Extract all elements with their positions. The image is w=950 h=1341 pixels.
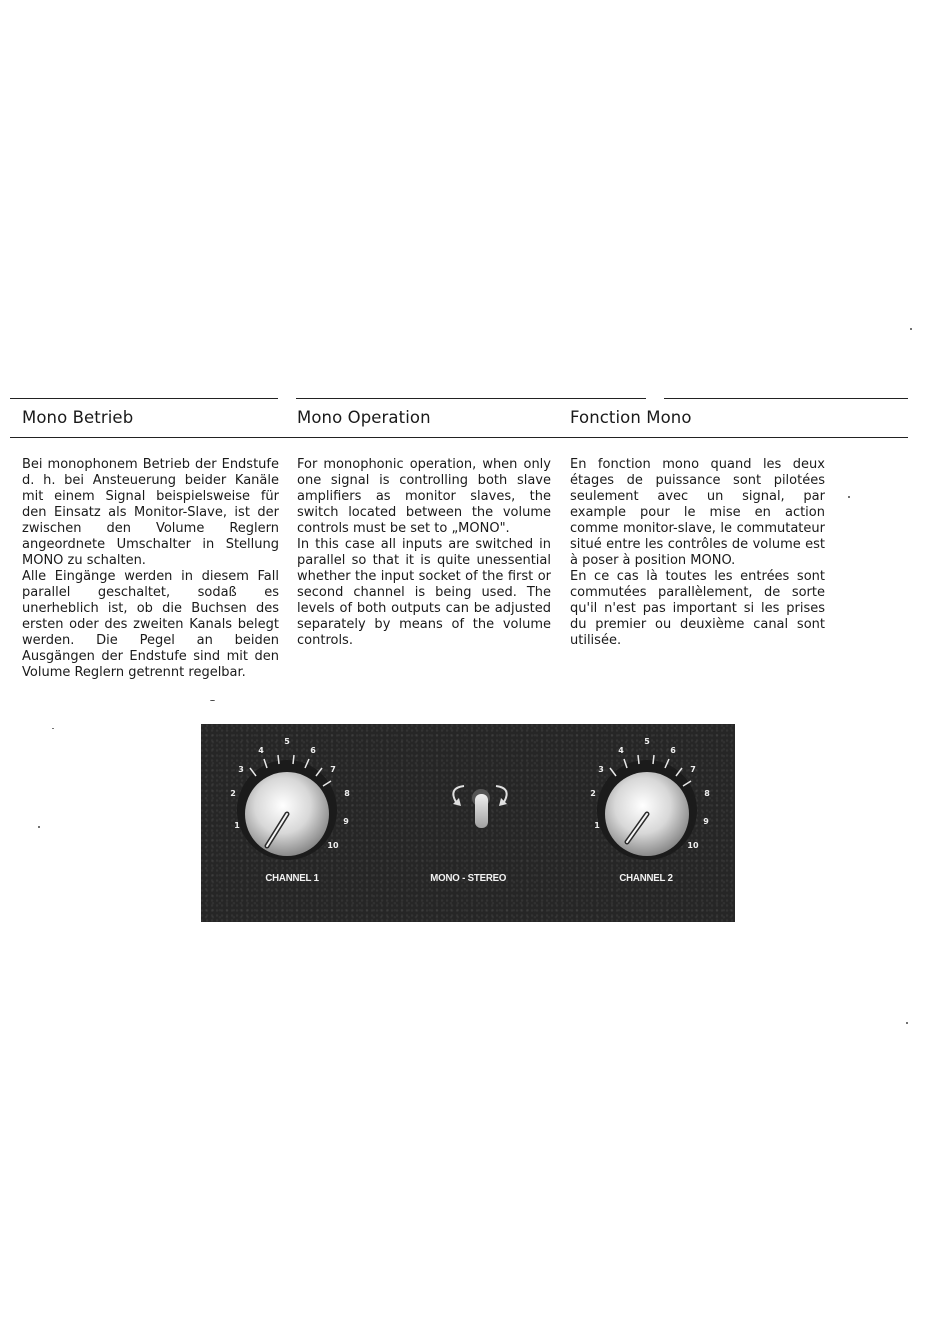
dial-number: 6: [310, 746, 316, 755]
heading-french: Fonction Mono: [570, 408, 692, 427]
dial-number: 10: [687, 841, 699, 850]
scan-speck: [52, 728, 54, 729]
dial-scale-channel-1: [201, 724, 735, 922]
dial-number: 5: [644, 737, 650, 746]
heading-german: Mono Betrieb: [22, 408, 134, 427]
dial-number: 4: [258, 746, 264, 755]
paragraph: In this case all inputs are switched in parallel so that it is quite unessential whether the input socket of the first or second channel is being used. The levels of both outputs can be adjusted separately by means of the volume controls.: [297, 537, 551, 648]
dial-number: 2: [230, 789, 236, 798]
dial-number: 7: [330, 765, 336, 774]
paragraph: En fonction mono quand les deux étages de puissance sont pilotées seulement avec un signal, par example pour le mise en action comme monitor-slave, le commutateur situé entre les contrôles de volume est à poser à position MONO.: [570, 457, 825, 568]
dial-number: 1: [594, 821, 600, 830]
dial-number: 8: [344, 789, 350, 798]
paragraph: Bei monophonem Betrieb der Endstufe d. h. bei Ansteuerung beider Kanäle mit einem Signal beispielsweise für den Einsatz als Monitor-Slave, ist der zwischen den Volume Reglern angeordnete Umschalter in Stellung MONO zu schalten.: [22, 457, 279, 568]
dial-number: 3: [598, 765, 604, 774]
dial-number: 10: [327, 841, 339, 850]
section-rule-top-de: [10, 398, 278, 399]
scan-speck: [910, 328, 912, 330]
dial-number: 7: [690, 765, 696, 774]
paragraph: For monophonic operation, when only one signal is controlling both slave amplifiers as monitor slaves, the switch located between the volume controls must be set to „MONO".: [297, 457, 551, 536]
dial-number: 8: [704, 789, 710, 798]
paragraph: En ce cas là toutes les entrées sont commutées parallèlement, de sorte qu'il n'est pas important si les prises du premier ou deuxième canal sont utilisée.: [570, 569, 825, 648]
dial-number: 2: [590, 789, 596, 798]
scan-speck: [38, 826, 40, 828]
label-mono-stereo: MONO - STEREO: [430, 872, 507, 884]
column-french: [570, 457, 825, 649]
scan-speck: [848, 496, 850, 498]
label-channel-1: CHANNEL 1: [265, 872, 319, 884]
dial-number: 1: [234, 821, 240, 830]
dial-number: 9: [703, 817, 709, 826]
dial-number: 9: [343, 817, 349, 826]
front-panel-photo: [201, 724, 735, 922]
scan-speck: [210, 700, 215, 701]
dial-number: 6: [670, 746, 676, 755]
dial-number: 4: [618, 746, 624, 755]
dial-number: 5: [284, 737, 290, 746]
dial-number: 3: [238, 765, 244, 774]
heading-english: Mono Operation: [297, 408, 431, 427]
column-english: [297, 457, 551, 649]
column-german: [22, 457, 279, 681]
section-rule-bottom: [10, 437, 908, 438]
section-rule-top-en: [296, 398, 646, 399]
scan-speck: [906, 1022, 908, 1024]
label-channel-2: CHANNEL 2: [619, 872, 673, 884]
section-rule-top-fr: [664, 398, 908, 399]
paragraph: Alle Eingänge werden in diesem Fall parallel geschaltet, sodaß es unerheblich ist, ob die Buchsen des ersten oder des zweiten Kanals belegt werden. Die Pegel an beiden Ausgängen der Endstufe sind mit den Volume Reglern getrennt regelbar.: [22, 569, 279, 680]
